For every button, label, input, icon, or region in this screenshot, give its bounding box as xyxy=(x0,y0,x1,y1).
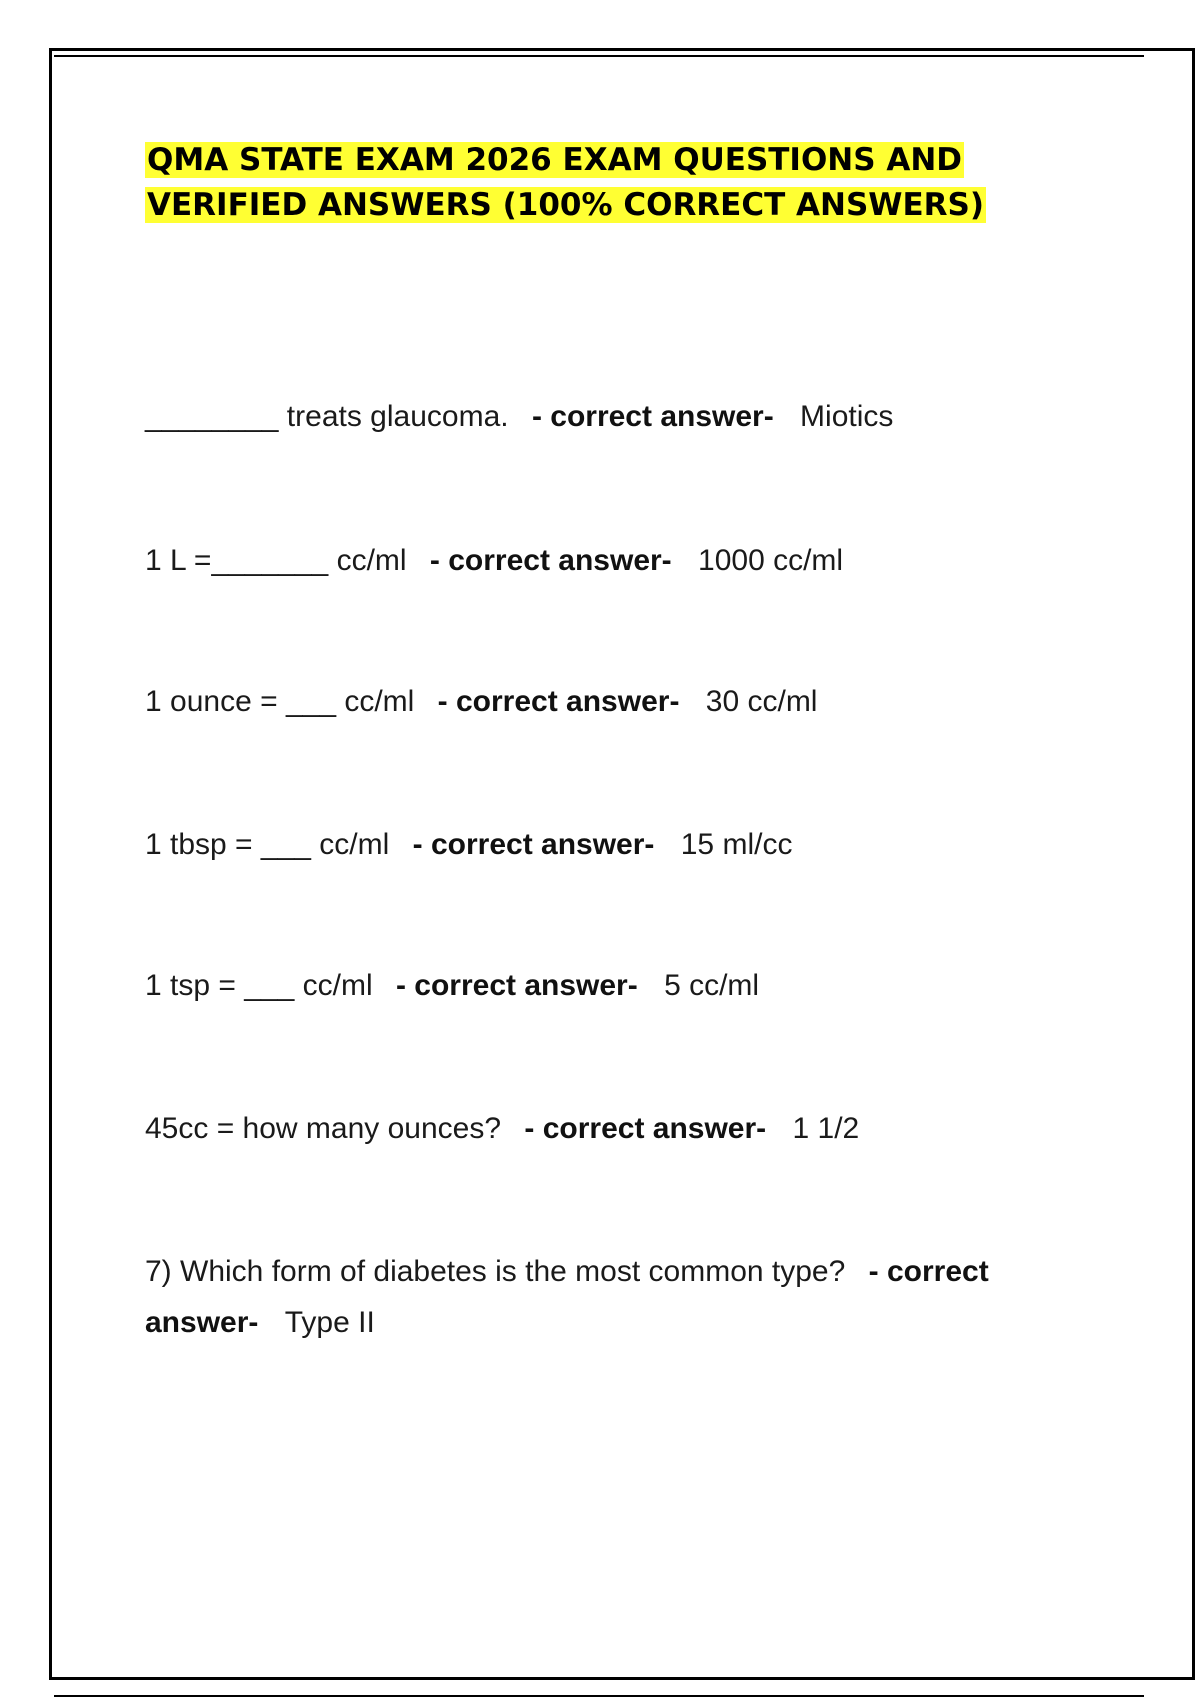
document-title xyxy=(145,138,1125,228)
qa-item-3 xyxy=(145,676,1105,727)
qa-item-6 xyxy=(145,1103,1105,1154)
qa-item-1 xyxy=(145,391,1105,442)
title-line-1: QMA STATE EXAM 2026 EXAM QUESTIONS AND xyxy=(147,142,963,178)
question-text: 7) Which form of diabetes is the most common type? xyxy=(145,1255,846,1288)
question-text: 1 L =_______ cc/ml xyxy=(145,544,407,577)
answer-label: - correct answer- xyxy=(524,1112,767,1145)
qa-item-7 xyxy=(145,1246,1105,1348)
answer-text: 30 cc/ml xyxy=(705,685,818,718)
answer-text: 1000 cc/ml xyxy=(698,544,844,577)
question-text: 1 tsp = ___ cc/ml xyxy=(145,969,373,1002)
answer-label: - correct answer- xyxy=(412,828,655,861)
qa-item-5 xyxy=(145,960,1105,1011)
answer-text: 1 1/2 xyxy=(792,1112,860,1145)
top-rule xyxy=(54,55,1144,57)
question-text: ________ treats glaucoma. xyxy=(145,400,509,433)
qa-item-4 xyxy=(145,819,1105,870)
question-text: 1 ounce = ___ cc/ml xyxy=(145,685,415,718)
answer-label: - correct answer- xyxy=(531,400,774,433)
answer-label: - correct answer- xyxy=(145,1255,989,1339)
answer-label: - correct answer- xyxy=(395,969,638,1002)
answer-text: 5 cc/ml xyxy=(664,969,760,1002)
answer-label: - correct answer- xyxy=(429,544,672,577)
answer-text: Miotics xyxy=(800,400,894,433)
question-text: 1 tbsp = ___ cc/ml xyxy=(145,828,390,861)
title-line-2: VERIFIED ANSWERS (100% CORRECT ANSWERS) xyxy=(147,187,985,223)
answer-label: - correct answer- xyxy=(437,685,680,718)
qa-item-2 xyxy=(145,535,1105,586)
answer-text: Type II xyxy=(284,1306,375,1339)
bottom-rule xyxy=(54,1695,1144,1697)
answer-text: 15 ml/cc xyxy=(680,828,793,861)
question-text: 45cc = how many ounces? xyxy=(145,1112,502,1145)
